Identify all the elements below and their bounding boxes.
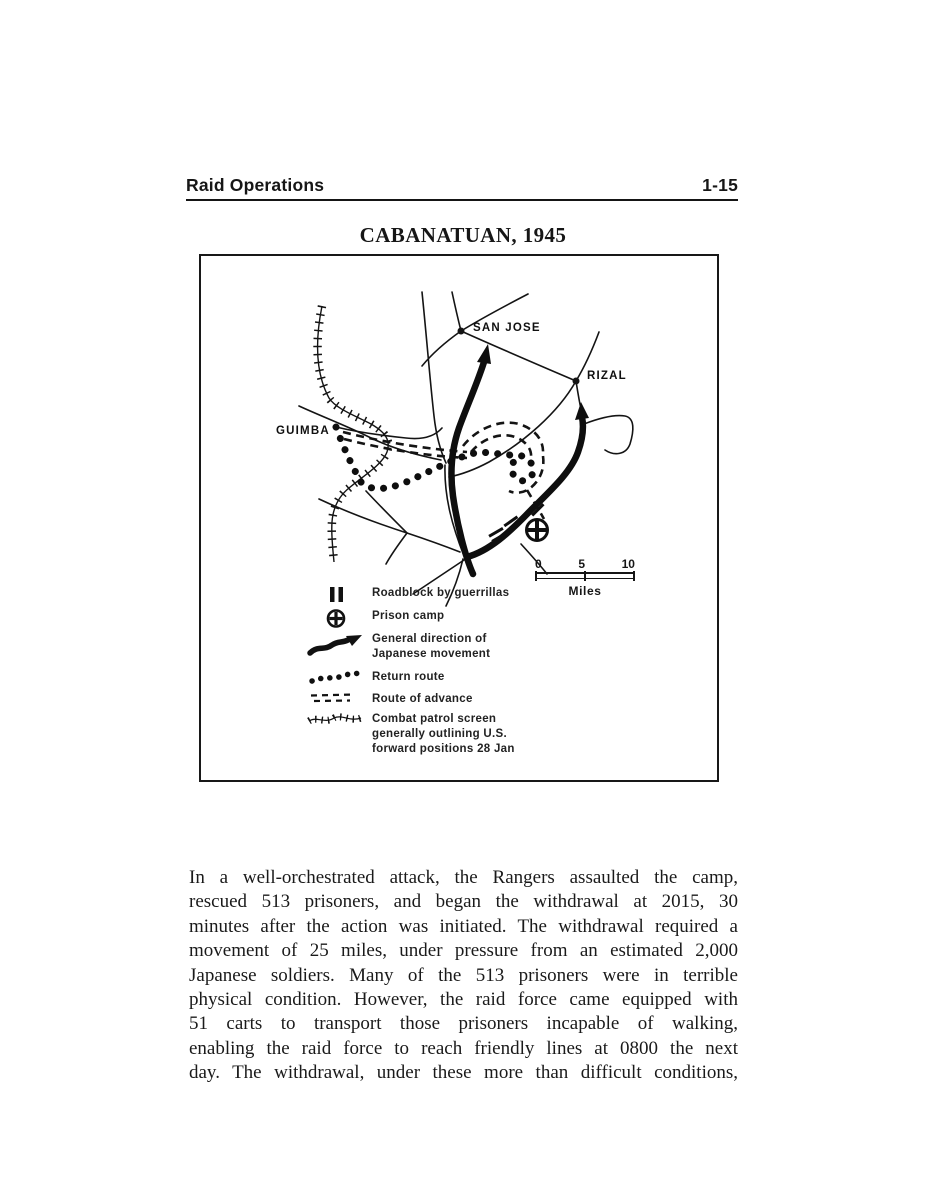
body-line: movement of 25 miles, under pressure from an estimated 2,000: [189, 940, 738, 962]
scale-tick-0: 0: [535, 557, 542, 571]
page-header: [186, 175, 738, 201]
body-line: Japanese soldiers. Many of the 513 prisoners were in terrible: [189, 964, 738, 986]
san-jose-junction-dot: [458, 328, 465, 335]
roadblock-icon: [304, 586, 368, 603]
figure-title: CABANATUAN, 1945: [359, 223, 567, 247]
legend-item-return-route: [304, 670, 649, 685]
map-label-guimba: GUIMBA: [276, 425, 330, 437]
legend-label: Return route: [372, 671, 445, 683]
body-line: 51 carts to transport those prisoners incapable of walking,: [189, 1013, 738, 1035]
map-legend: [304, 586, 649, 757]
scale-tick-5: 5: [578, 557, 585, 571]
legend-item-combat-patrol-screen: [304, 712, 649, 757]
body-line: In a well-orchestrated attack, the Rangers assaulted the camp,: [189, 867, 738, 888]
return-route-line: [336, 427, 533, 489]
map-label-rizal: RIZAL: [587, 370, 627, 382]
rizal-junction-dot: [573, 378, 580, 385]
scale-unit-label: Miles: [568, 584, 602, 598]
scale-tick-labels: [535, 557, 635, 571]
body-line: minutes after the action was initiated. The withdrawal required a: [189, 915, 738, 937]
legend-item-roadblock: [304, 586, 649, 603]
body-line: rescued 513 prisoners, and began the withdrawal at 2015, 30: [189, 891, 738, 913]
scale-bar-rule: [535, 572, 635, 579]
map-label-san-jose: SAN JOSE: [473, 322, 541, 334]
return-route-icon: [304, 670, 368, 685]
japanese-movement-icon: [304, 632, 368, 658]
body-paragraph: [189, 866, 738, 1086]
legend-label: General direction of Japanese movement: [372, 633, 491, 660]
scale-tick-10: 10: [621, 557, 635, 571]
prison-camp-icon: [304, 609, 368, 628]
combat-patrol-screen-icon: [304, 712, 368, 727]
body-line: day. The withdrawal, under these more than difficult conditions,: [189, 1062, 738, 1084]
legend-label: Prison camp: [372, 610, 445, 622]
legend-label: Roadblock by guerrillas: [372, 587, 510, 599]
route-of-advance-icon: [304, 692, 368, 705]
legend-item-prison-camp: [304, 609, 649, 628]
map-figure: [199, 254, 719, 782]
legend-item-japanese-movement: [304, 632, 649, 662]
prison-camp-symbol: [527, 520, 548, 541]
body-line: physical condition. However, the raid force came equipped with: [189, 989, 738, 1011]
body-line: enabling the raid force to reach friendly lines at 0800 the next: [189, 1037, 738, 1059]
header-page-number: 1-15: [702, 175, 738, 195]
legend-label: Route of advance: [372, 693, 473, 705]
header-section-title: Raid Operations: [186, 175, 325, 195]
legend-item-route-of-advance: [304, 692, 649, 707]
legend-label: Combat patrol screen generally outlining U.S. forward positions 28 Jan: [372, 713, 515, 755]
